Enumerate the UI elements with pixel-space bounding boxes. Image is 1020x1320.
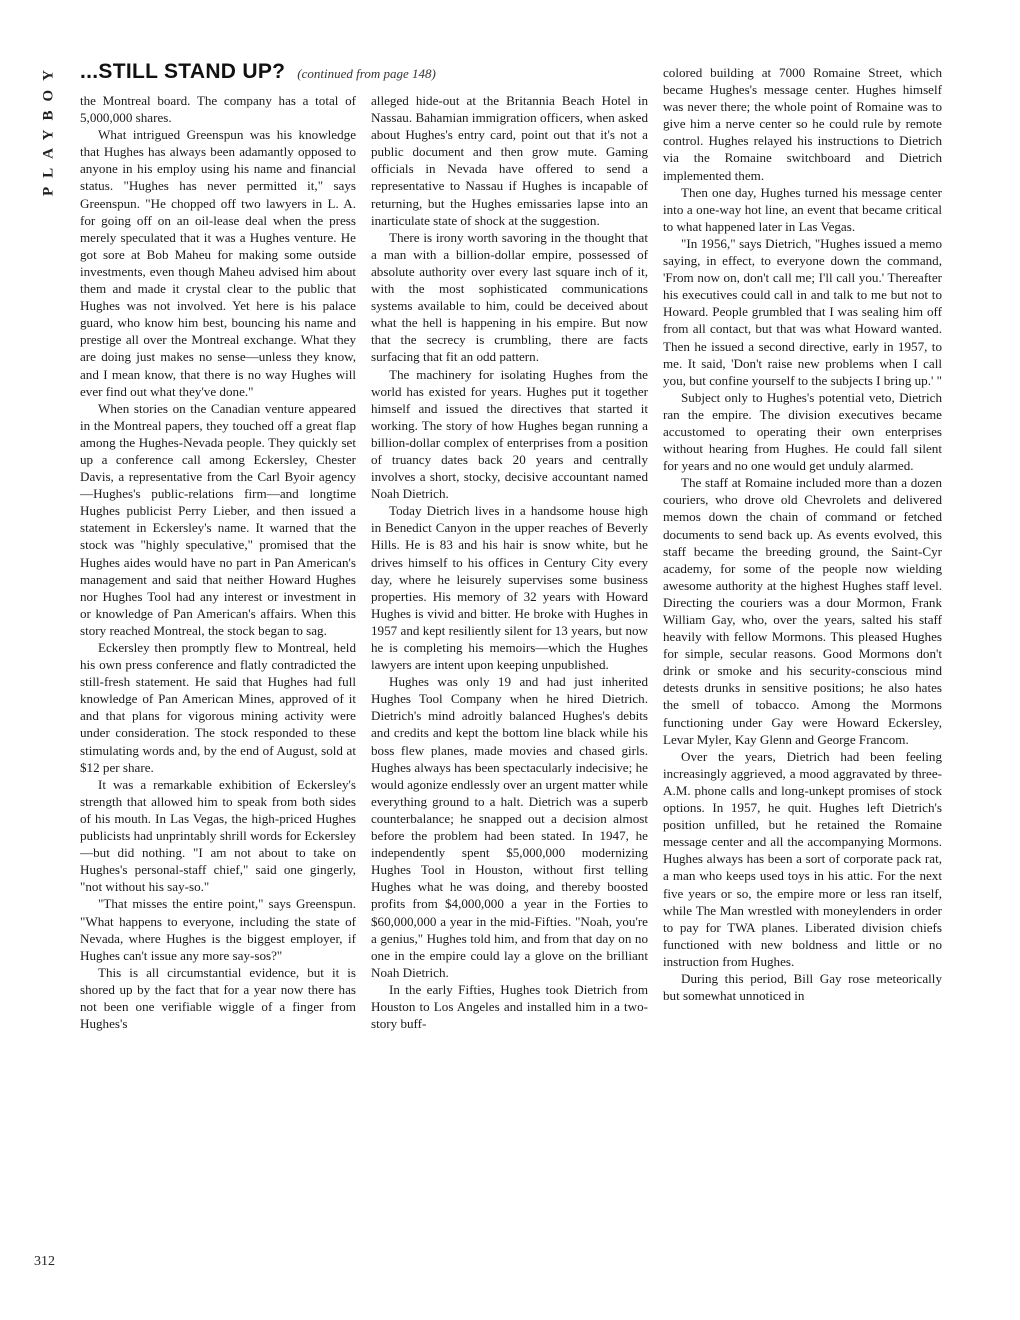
page-number: 312 (34, 1254, 55, 1269)
magazine-spine-label (34, 48, 62, 228)
paragraph: In the early Fifties, Hughes took Dietrich from Houston to Los Angeles and installed him in a two-story buff- (371, 981, 648, 1032)
text-column-1 (80, 92, 356, 1032)
text-column-3 (663, 64, 942, 1004)
paragraph: the Montreal board. The company has a total of 5,000,000 shares. (80, 93, 356, 126)
paragraph: The staff at Romaine included more than a dozen couriers, who drove old Chevrolets and delivered memos down the chain of command or fetched documents to send back up. As events evolved, this staff became the breeding ground, the Saint-Cyr academy, for some of the people now wielding awesome authority at the highest Hughes staff level. Directing the couriers was a dour Mormon, Frank William Gay, who, over the years, salted his staff heavily with fellow Mormons. This pleased Hughes for simple, secular reasons. Good Mormons don't drink or smoke and his security-conscious mind detests drunks in sensitive positions; he also hates the smell of tobacco. Among the Mormons functioning under Gay were Howard Eckersley, Levar Myler, Kay Glenn and George Francom. (663, 475, 942, 747)
paragraph: Over the years, Dietrich had been feeling increasingly aggrieved, a mood aggravated by three-A.M. phone calls and long-unkept promises of stock options. In 1957, he quit. Hughes left Dietrich's position unfilled, but he retained the Romaine message center and all the accompanying Mormons. Hughes always has been a sort of corporate pack rat, a man who keeps used toys in his attic. For the next five years or so, the empire more or less ran itself, while The Man wrestled with moneylenders in order to pay for TWA planes. Liberated division chiefs functioned with new boldness and little or no instruction from Hughes. (663, 748, 942, 969)
paragraph: The machinery for isolating Hughes from the world has existed for years. Hughes put it together himself and issued the directives that started it working. The story of how Hughes began running a billion-dollar complex of enterprises from a position of truancy dates back 20 years and centrally involves a short, stocky, decisive accountant named Noah Dietrich. (371, 366, 648, 502)
paragraph: alleged hide-out at the Britannia Beach Hotel in Nassau. Bahamian immigration officers, when asked about Hughes's entry card, point out that it's not a public document and then grow mute. Gaming officials in Nevada have offered to send a representative to Nassau if Hughes is incapable of returning, but the Hughes emissaries lapse into an inarticulate state of shock at the suggestion. (371, 93, 648, 228)
paragraph: There is irony worth savoring in the thought that a man with a billion-dollar empire, possessed of absolute authority over every last square inch of it, with the most sophisticated communications systems available to him, could be deceived about what the hell is happening in his empire. But now that the secrecy is crumbling, there are facts surfacing that fit an odd pattern. (371, 229, 648, 365)
paragraph: Hughes was only 19 and had just inherited Hughes Tool Company when he hired Dietrich. Dietrich's mind adroitly balanced Hughes's debits and credits and kept the bottom line black while his boss flew planes, made movies and chased girls. Hughes always has been spectacularly indecisive; he would agonize endlessly over an urgent matter while everything ground to a halt. Dietrich was a superb counterbalance; he snapped out a decision almost before the problem had been stated. In 1947, he independently spent $5,000,000 modernizing Hughes Tool in Houston, without first telling Hughes what he was doing, and thereby boosted profits from $4,000,000 a year in the Forties to $60,000,000 a year in the mid-Fifties. "Noah, you're a genius," Hughes told him, and from that day on no one in the empire could lay a glove on the brilliant Noah Dietrich. (371, 674, 648, 980)
paragraph: When stories on the Canadian venture appeared in the Montreal papers, they touched off a great flap among the Hughes-Nevada people. They quickly set up a conference call among Eckersley, Chester Davis, a representative from the Carl Byoir agency—Hughes's public-relations firm—and longtime Hughes publicist Perry Lieber, and then issued a statement in Eckersley's name. It warned that the stock was "highly speculative," promised that the Hughes aides would have no part in Pan American's management and said that neither Howard Hughes nor Hughes Tool had any interest or investment in or knowledge of Pan American's affairs. When this story reached Montreal, the stock began to sag. (80, 400, 356, 638)
paragraph: "That misses the entire point," says Greenspun. "What happens to everyone, including the state of Nevada, where Hughes is the biggest employer, if Hughes can't issue any more say-sos?" (80, 896, 356, 963)
article-header (80, 60, 640, 88)
article-headline: ...STILL STAND UP? (80, 60, 286, 83)
paragraph: What intrigued Greenspun was his knowledge that Hughes has always been adamantly opposed to anyone in his employ using his name and financial status. "Hughes has never permitted it," says Greenspun. "He chopped off two lawyers in L. A. for going off on an oil-lease deal when the press merely speculated that it was a Hughes venture. He got sore at Bob Maheu for making some outside investments, even though Maheu advised him about them and made it crystal clear to the public that Hughes was not involved. Yet here is his palace guard, who know him best, bouncing his name and prestige all over the Montreal exchange. What they are doing just makes no sense—unless they know, and I mean know, that there is no way Hughes will ever find out what they've done." (80, 127, 356, 399)
paragraph: During this period, Bill Gay rose meteorically but somewhat unnoticed in (663, 970, 942, 1004)
text-column-2 (371, 92, 648, 1032)
paragraph: It was a remarkable exhibition of Eckersley's strength that allowed him to speak from both sides of his mouth. In Las Vegas, the high-priced Hughes publicists had unprintably shrill words for Eckersley—but did nothing. "I am not about to take on Hughes's personal-staff chief," said one gingerly, "not without his say-so." (80, 776, 356, 895)
paragraph: Then one day, Hughes turned his message center into a one-way hot line, an event that became critical to what happened later in Las Vegas. (663, 184, 942, 234)
paragraph: "In 1956," says Dietrich, "Hughes issued a memo saying, in effect, to everyone down the command, 'From now on, don't call me; I'll call you.' Thereafter his executives could call in and talk to me but not to Howard. People grumbled that I was sealing him off from all contact, but that was what Howard wanted. Then he issued a second directive, early in 1957, to me. It said, 'Don't raise new problems when I call you, but confine yourself to the subjects I bring up.' " (663, 235, 942, 388)
paragraph: This is all circumstantial evidence, but it is shored up by the fact that for a year now there has not been one verifiable wiggle of a finger from Hughes's (80, 964, 356, 1032)
paragraph: Today Dietrich lives in a handsome house high in Benedict Canyon in the upper reaches of Beverly Hills. He is 83 and his hair is snow white, but he drives himself to his offices in Century City every day, where he leisurely supervises some business properties. His memory of 32 years with Howard Hughes is vivid and bitter. He broke with Hughes in 1957 and kept resiliently silent for 13 years, but now he is completing his memoirs—which the Hughes lawyers are intent upon keeping unpublished. (371, 503, 648, 673)
paragraph: Eckersley then promptly flew to Montreal, held his own press conference and flatly contradicted the still-fresh statement. He said that Hughes had full knowledge of Pan American Mines, approved of it and that plans for vigorous mining activity were under consideration. The stock responded to these stimulating words and, by the end of August, sold at $12 per share. (80, 640, 356, 775)
paragraph: colored building at 7000 Romaine Street, which became Hughes's message center. Hughes himself was never there; the whole point of Romaine was to give him a nerve center so he could rule by remote control. Hughes relayed his instructions to Dietrich via the Romaine switchboard and Dietrich implemented them. (663, 65, 942, 183)
paragraph: Subject only to Hughes's potential veto, Dietrich ran the empire. The division executives became accustomed to operating their own enterprises without hearing from Hughes. He could fall silent for years and no one would get unduly alarmed. (663, 389, 942, 474)
continued-note: (continued from page 148) (297, 66, 436, 81)
playboy-vertical-text: PLAYBOY (40, 61, 57, 196)
